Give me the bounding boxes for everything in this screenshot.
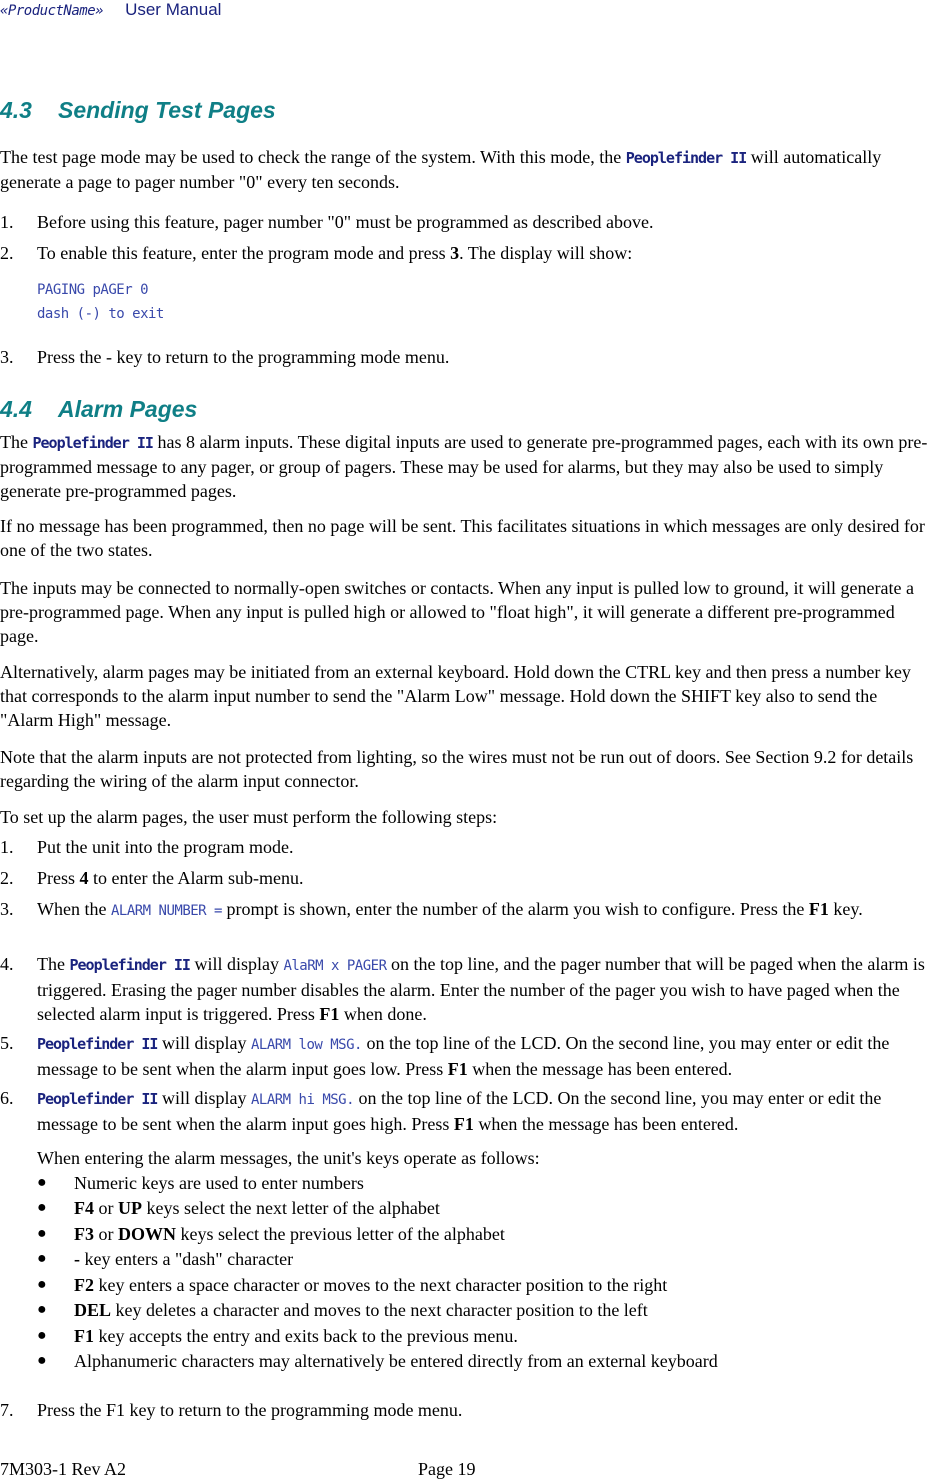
list-item (0, 1398, 930, 1422)
bullet-item (37, 1273, 930, 1297)
s43-intro (0, 145, 934, 194)
section-4-3-heading (0, 97, 276, 124)
list-number: 6. (0, 1088, 14, 1108)
key: - (74, 1249, 80, 1269)
text: will display (189, 954, 284, 974)
key: F1 (319, 1004, 340, 1024)
bullet-text (74, 1222, 930, 1246)
text: to enter the Alarm sub-menu. (88, 868, 304, 888)
list-item (0, 210, 930, 234)
lcd-text: ALARM hi MSG. (250, 1092, 355, 1108)
section-number: 4.4 (0, 396, 32, 422)
text: When the (37, 899, 111, 919)
product-name: Peoplefinder II (37, 1035, 158, 1053)
text: or (94, 1198, 118, 1218)
text: The test page mode may be used to check the range of the system. With this mode, the (0, 147, 622, 167)
bullet-text (74, 1324, 930, 1348)
key: 3 (450, 243, 460, 263)
bullet-text (74, 1196, 930, 1220)
text: Press (37, 868, 80, 888)
list-text (37, 866, 930, 890)
bullet-text (74, 1273, 930, 1297)
footer-page-number: Page 19 (418, 1459, 476, 1479)
text: keys select the next letter of the alphabet (142, 1198, 440, 1218)
text: on the top line of the LCD. On the second line, you may enter or edit the message to be sent when the alarm input goes high. Press (37, 1088, 882, 1134)
bullet-item (37, 1196, 930, 1220)
s44-paragraph-3: The inputs may be connected to normally-open switches or contacts. When any input is pulled low to ground, it will generate a pre-programmed page. When any input is pulled high or allowed to "float high", it will generate a different pre-programmed page. (0, 578, 914, 646)
text: on the top line of the LCD. On the second line, you may enter or edit the message to be sent when the alarm input goes low. Press (37, 1033, 890, 1079)
list-number: 2. (0, 243, 14, 263)
s44-paragraph-1 (0, 430, 934, 503)
bullet-icon: ● (37, 1250, 47, 1267)
key: F1 (447, 1059, 468, 1079)
product-name: Peoplefinder II (625, 149, 747, 167)
list-item (0, 1031, 930, 1081)
lcd-display (37, 278, 164, 326)
lcd-text: AlaRM x PAGER (283, 958, 387, 974)
bullet-text: Numeric keys are used to enter numbers (74, 1173, 364, 1193)
list-number: 3. (0, 347, 14, 367)
text: key accepts the entry and exits back to the previous menu. (94, 1326, 518, 1346)
key: UP (118, 1198, 142, 1218)
bullet-text: Alphanumeric characters may alternatively be entered directly from an external keyboard (74, 1351, 718, 1371)
text: on the top line, and the pager number that will be paged when the alarm is triggered. Erasing the pager number disables the alarm. Enter the number of the pager you wish to have paged when the selected alarm input is triggered. Press (37, 954, 925, 1024)
section-title: Alarm Pages (58, 396, 198, 422)
text: . The display will show: (459, 243, 633, 263)
page-header (0, 0, 221, 20)
text: key. (828, 899, 863, 919)
list-number: 7. (0, 1400, 14, 1420)
text: when done. (339, 1004, 427, 1024)
key: F1 (453, 1114, 474, 1134)
list-number: 4. (0, 954, 14, 974)
text: or (94, 1224, 118, 1244)
text: key deletes a character and moves to the next character position to the left (111, 1300, 648, 1320)
key: F1 (74, 1326, 94, 1346)
bullet-icon: ● (37, 1301, 47, 1318)
list-text: Press the F1 key to return to the programming mode menu. (37, 1400, 463, 1420)
text: The (37, 954, 70, 974)
text: when the message has been entered. (467, 1059, 733, 1079)
bullet-icon: ● (37, 1276, 47, 1293)
bullet-icon: ● (37, 1199, 47, 1216)
bullet-icon: ● (37, 1225, 47, 1242)
list-item (0, 241, 930, 265)
list-item (0, 835, 930, 859)
product-name: Peoplefinder II (32, 434, 153, 452)
text: will display (157, 1088, 251, 1108)
key: F2 (74, 1275, 94, 1295)
list-text (37, 952, 930, 1026)
section-title: Sending Test Pages (58, 97, 276, 123)
lcd-line-1: PAGING pAGEr 0 (37, 282, 149, 298)
bullet-item (37, 1324, 930, 1348)
header-manual-title: User Manual (125, 0, 222, 19)
list-item (0, 897, 930, 923)
lcd-text: ALARM low MSG. (250, 1037, 362, 1053)
bullet-text (74, 1298, 930, 1322)
list-text: Before using this feature, pager number "0" must be programmed as described above. (37, 212, 654, 232)
s44-paragraph-5: Note that the alarm inputs are not protected from lighting, so the wires must not be run out of doors. See Section 9.2 for details regarding the wiring of the alarm input connector. (0, 747, 914, 791)
list-text (37, 1031, 930, 1081)
list-number: 1. (0, 212, 14, 232)
product-name: Peoplefinder II (37, 1090, 158, 1108)
list-number: 3. (0, 899, 14, 919)
bullet-item (37, 1222, 930, 1246)
footer-doc-id: 7M303-1 Rev A2 (0, 1459, 126, 1479)
bullet-icon: ● (37, 1174, 47, 1191)
lcd-line-2: dash (-) to exit (37, 306, 164, 322)
text: when the message has been entered. (473, 1114, 739, 1134)
product-name: Peoplefinder II (69, 956, 190, 974)
key: F3 (74, 1224, 94, 1244)
list-text (37, 897, 930, 923)
list-item (0, 866, 930, 890)
text: The (0, 432, 28, 452)
bullet-text (74, 1247, 930, 1271)
bullet-item (37, 1247, 930, 1271)
bullet-item (37, 1349, 930, 1373)
keys-intro (0, 1146, 930, 1170)
s44-paragraph-2: If no message has been programmed, then no page will be sent. This facilitates situations in which messages are only desired for one of the two states. (0, 516, 925, 560)
key: F4 (74, 1198, 94, 1218)
list-item (0, 345, 930, 369)
text: will automatically generate a page to pager number "0" every ten seconds. (0, 147, 882, 192)
key: 4 (79, 868, 89, 888)
text: prompt is shown, enter the number of the alarm you wish to configure. Press the (221, 899, 809, 919)
section-number: 4.3 (0, 97, 32, 123)
s44-paragraph-6: To set up the alarm pages, the user must perform the following steps: (0, 807, 498, 827)
bullet-icon: ● (37, 1352, 47, 1369)
list-item (0, 952, 930, 1026)
bullet-item (37, 1298, 930, 1322)
section-4-4-heading (0, 396, 197, 423)
text: key enters a "dash" character (80, 1249, 294, 1269)
list-text: Put the unit into the program mode. (37, 837, 294, 857)
list-number: 2. (0, 868, 14, 888)
bullet-icon: ● (37, 1327, 47, 1344)
text: will display (157, 1033, 251, 1053)
key: DEL (74, 1300, 112, 1320)
text: key enters a space character or moves to the next character position to the right (94, 1275, 668, 1295)
text: When entering the alarm messages, the unit's keys operate as follows: (37, 1148, 540, 1168)
text: To enable this feature, enter the program mode and press (37, 243, 451, 263)
list-item (0, 1086, 930, 1136)
list-number: 5. (0, 1033, 14, 1053)
key: DOWN (118, 1224, 176, 1244)
lcd-text: ALARM NUMBER = (110, 903, 222, 919)
header-product-name: «ProductName» (0, 3, 104, 19)
text: has 8 alarm inputs. These digital inputs are used to generate pre-programmed pages, each with its own pre-programmed message to any pager, or group of pagers. These may be used for alarms, but they may also be used to simply generate pre-programmed pages. (0, 432, 928, 501)
list-text: Press the - key to return to the programming mode menu. (37, 347, 450, 367)
list-text (37, 1086, 930, 1136)
bullet-item (37, 1171, 930, 1195)
list-text (37, 241, 930, 265)
list-number: 1. (0, 837, 14, 857)
key: F1 (808, 899, 829, 919)
text: keys select the previous letter of the alphabet (176, 1224, 505, 1244)
s44-paragraph-4: Alternatively, alarm pages may be initiated from an external keyboard. Hold down the CTRL key and then press a number key that corresponds to the alarm input number to send the "Alarm Low" message. Hold down the SHIFT key also to send the "Alarm High" message. (0, 662, 911, 730)
